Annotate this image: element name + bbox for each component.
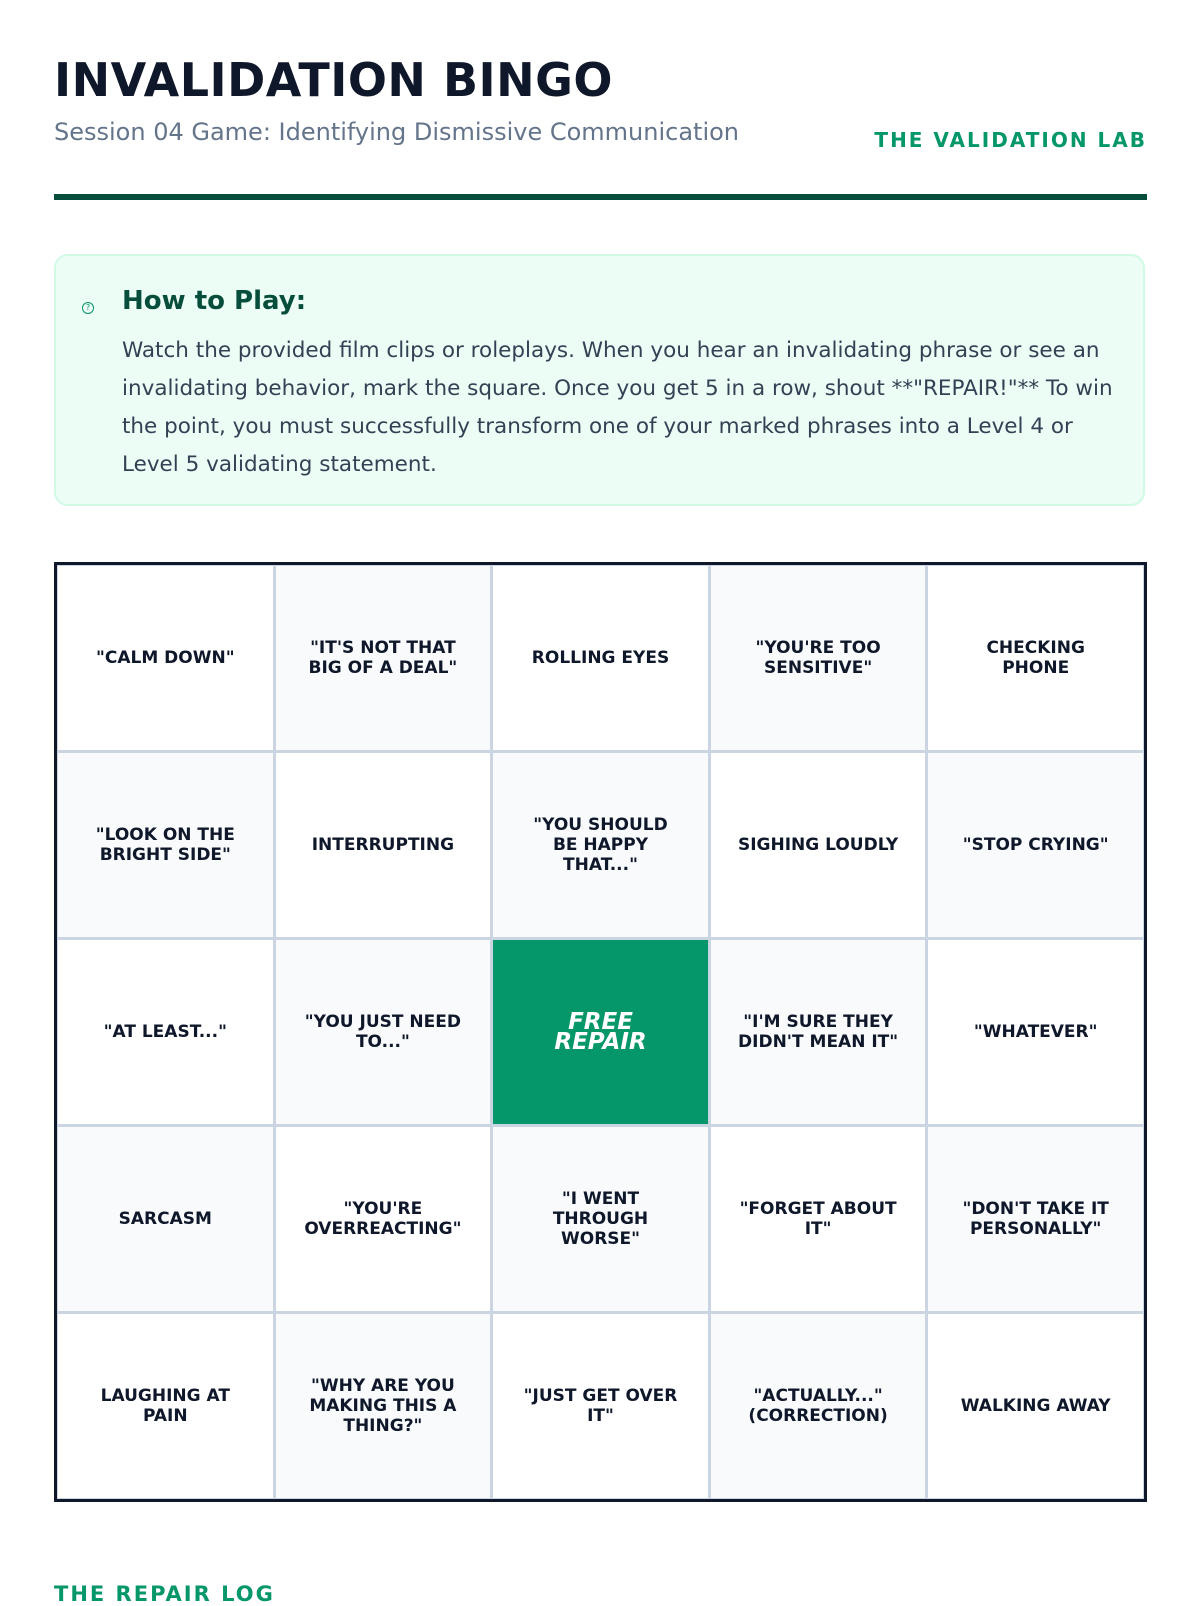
bingo-cell[interactable]: "FORGET ABOUT IT" bbox=[711, 1127, 926, 1311]
bingo-cell[interactable]: "YOU'RE TOO SENSITIVE" bbox=[711, 566, 926, 750]
bingo-cell[interactable]: LAUGHING AT PAIN bbox=[58, 1314, 273, 1498]
bingo-cell[interactable]: "AT LEAST..." bbox=[58, 940, 273, 1124]
bingo-cell[interactable]: WALKING AWAY bbox=[928, 1314, 1143, 1498]
bingo-cell[interactable]: "CALM DOWN" bbox=[58, 566, 273, 750]
header-divider bbox=[54, 194, 1147, 200]
bingo-cell[interactable]: "DON'T TAKE IT PERSONALLY" bbox=[928, 1127, 1143, 1311]
bingo-cell[interactable]: "WHATEVER" bbox=[928, 940, 1143, 1124]
free-space-cell[interactable]: FREE REPAIR bbox=[493, 940, 708, 1124]
bingo-cell[interactable]: "WHY ARE YOU MAKING THIS A THING?" bbox=[276, 1314, 491, 1498]
brand-name: THE VALIDATION LAB bbox=[874, 128, 1147, 152]
bingo-cell[interactable]: "LOOK ON THE BRIGHT SIDE" bbox=[58, 753, 273, 937]
bingo-cell[interactable]: INTERRUPTING bbox=[276, 753, 491, 937]
bingo-cell[interactable]: "YOU'RE OVERREACTING" bbox=[276, 1127, 491, 1311]
bingo-cell[interactable]: "YOU SHOULD BE HAPPY THAT..." bbox=[493, 753, 708, 937]
bingo-board bbox=[54, 562, 1147, 1502]
how-to-play-title: How to Play: bbox=[122, 286, 307, 316]
bingo-cell[interactable]: "YOU JUST NEED TO..." bbox=[276, 940, 491, 1124]
bingo-cell[interactable]: "JUST GET OVER IT" bbox=[493, 1314, 708, 1498]
bingo-cell[interactable]: "ACTUALLY..." (CORRECTION) bbox=[711, 1314, 926, 1498]
page-subtitle: Session 04 Game: Identifying Dismissive Communication bbox=[54, 118, 740, 146]
bingo-cell[interactable]: "STOP CRYING" bbox=[928, 753, 1143, 937]
repair-log-heading: THE REPAIR LOG bbox=[54, 1582, 275, 1606]
how-to-play-body: Watch the provided film clips or roleplays. When you hear an invalidating phrase or see an invalidating behavior, mark the square. Once you get 5 in a row, shout **"REPAIR!"** To win the point, you must successfully transform one of your marked phrases into a Level 4 or Level 5 validating statement. bbox=[122, 338, 1113, 477]
page-header bbox=[54, 0, 1147, 200]
page-title: INVALIDATION BINGO bbox=[54, 53, 613, 107]
bingo-cell[interactable]: "I WENT THROUGH WORSE" bbox=[493, 1127, 708, 1311]
info-icon: ? bbox=[82, 302, 94, 314]
bingo-cell[interactable]: SIGHING LOUDLY bbox=[711, 753, 926, 937]
how-to-play-box bbox=[54, 254, 1145, 506]
bingo-cell[interactable]: SARCASM bbox=[58, 1127, 273, 1311]
bingo-cell[interactable]: CHECKING PHONE bbox=[928, 566, 1143, 750]
bingo-cell[interactable]: "I'M SURE THEY DIDN'T MEAN IT" bbox=[711, 940, 926, 1124]
bingo-cell[interactable]: "IT'S NOT THAT BIG OF A DEAL" bbox=[276, 566, 491, 750]
bingo-cell[interactable]: ROLLING EYES bbox=[493, 566, 708, 750]
